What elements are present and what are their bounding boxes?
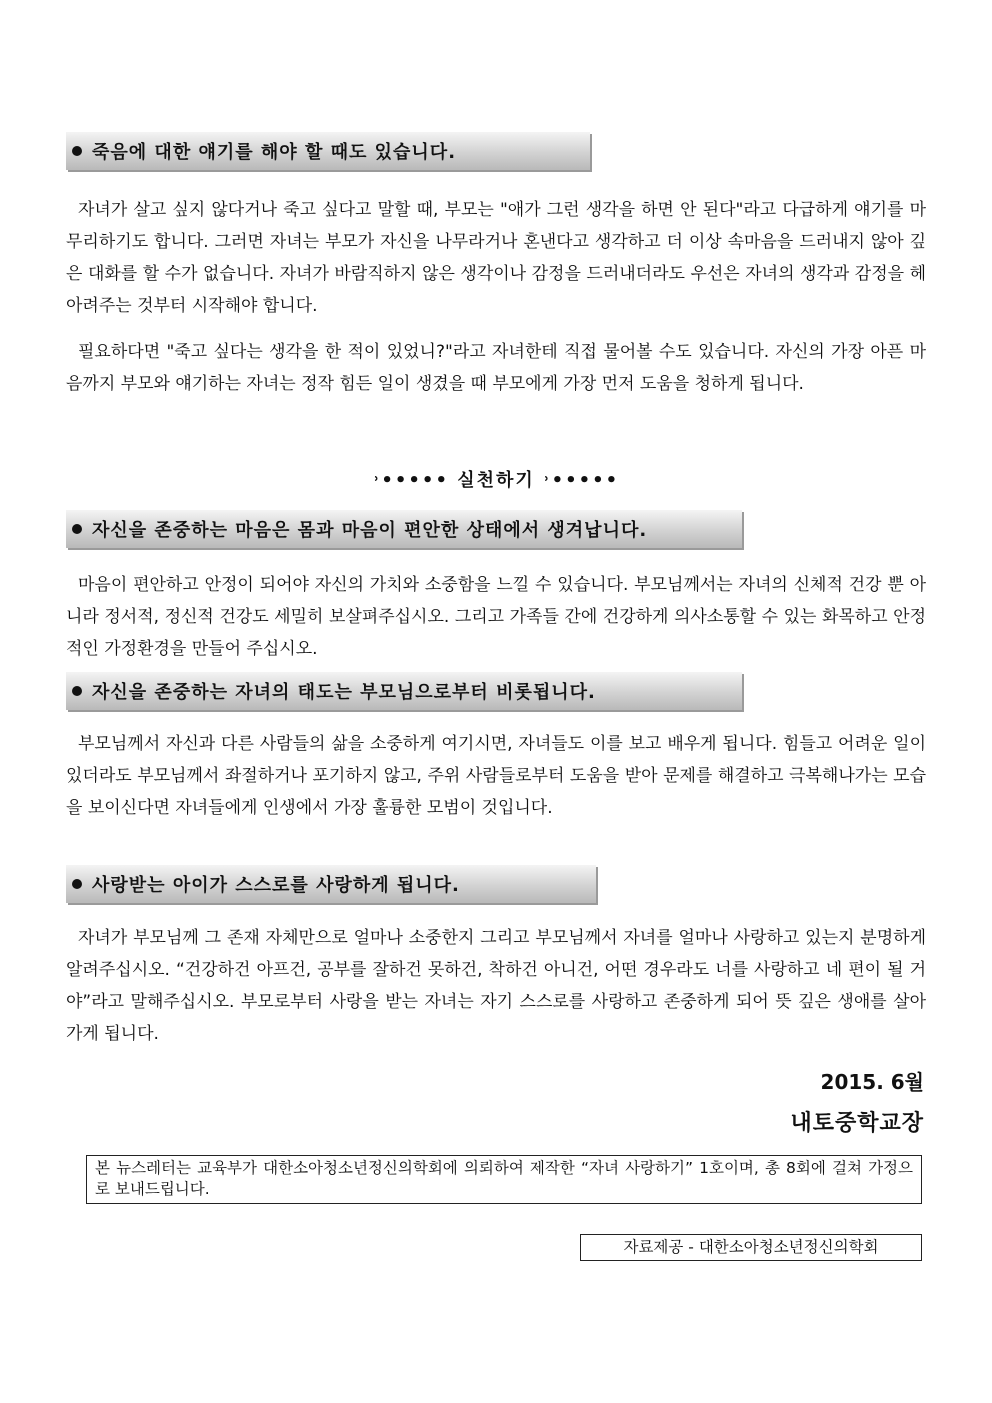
paragraph-loved-child: 자녀가 부모님께 그 존재 자체만으로 얼마나 소중한지 그리고 부모님께서 자녀를 얼마나 사랑하고 있는지 분명하게 알려주십시오. “건강하건 아프건, 공부를 잘하건 못하건, 착하건 아니건, 어떤 경우라도 너를 사랑하고 네 편이 될 거야”라고 말해주십시오. 부모로부터 사랑을 받는 자녀는 자기 스스로를 사랑하고 존중하게 되어 뜻 깊은 생애를 살아가게 됩니다.: [66, 928, 926, 1044]
newsletter-notice-box: 본 뉴스레터는 교육부가 대한소아청소년정신의학회에 의뢰하여 제작한 “자녀 사랑하기” 1호이며, 총 8회에 걸쳐 가정으로 보내드립니다.: [86, 1155, 922, 1204]
bullet-icon: [72, 879, 82, 889]
bullet-icon: [72, 686, 82, 696]
section-heading-self-respect-attitude: [66, 672, 742, 710]
school-signature: 내토중학교장: [790, 1111, 924, 1136]
section-heading-text: 자신을 존중하는 마음은 몸과 마음이 편안한 상태에서 생겨납니다.: [92, 520, 648, 541]
section-heading-self-respect-mind: [66, 510, 742, 548]
bullet-icon: [72, 524, 82, 534]
paragraph-self-respect-attitude: 부모님께서 자신과 다른 사람들의 삶을 소중하게 여기시면, 자녀들도 이를 보고 배우게 됩니다. 힘들고 어려운 일이 있더라도 부모님께서 좌절하거나 포기하지 않고, 주위 사람들로부터 도움을 받아 문제를 해결하고 극복해나가는 모습을 보이신다면 자녀들에게 인생에서 가장 훌륭한 모범이 것입니다.: [66, 734, 926, 818]
paragraph-death-talk-2: 필요하다면 "죽고 싶다는 생각을 한 적이 있었니?"라고 자녀한테 직접 물어볼 수도 있습니다. 자신의 가장 아픈 마음까지 부모와 얘기하는 자녀는 정작 힘든 일이 생겼을 때 부모에게 가장 먼저 도움을 청하게 됩니다.: [66, 342, 926, 394]
paragraph-death-talk-1: 자녀가 살고 싶지 않다거나 죽고 싶다고 말할 때, 부모는 "애가 그런 생각을 하면 안 된다"라고 다급하게 얘기를 마무리하기도 합니다. 그러면 자녀는 부모가 자신을 나무라거나 혼낸다고 생각하고 더 이상 속마음을 드러내지 않아 깊은 대화를 할 수가 없습니다. 자녀가 바람직하지 않은 생각이나 감정을 드러내더라도 우선은 자녀의 생각과 감정을 헤아려주는 것부터 시작해야 합니다.: [66, 200, 926, 316]
section-heading-text: 죽음에 대한 얘기를 해야 할 때도 있습니다.: [92, 142, 457, 163]
bullet-icon: [72, 146, 82, 156]
source-credit-box: 자료제공 - 대한소아청소년정신의학회: [580, 1234, 922, 1261]
practice-title: ˒••••• 실천하기 ˒•••••: [372, 470, 620, 491]
section-heading-text: 사랑받는 아이가 스스로를 사랑하게 됩니다.: [92, 875, 460, 896]
section-heading-text: 자신을 존중하는 자녀의 태도는 부모님으로부터 비롯됩니다.: [92, 682, 596, 703]
issue-date: 2015. 6월: [820, 1070, 924, 1094]
section-heading-loved-child: [66, 865, 596, 903]
paragraph-self-respect-mind: 마음이 편안하고 안정이 되어야 자신의 가치와 소중함을 느낄 수 있습니다. 부모님께서는 자녀의 신체적 건강 뿐 아니라 정서적, 정신적 건강도 세밀히 보살펴주십시오. 그리고 가족들 간에 건강하게 의사소통할 수 있는 화목하고 안정적인 가정환경을 만들어 주십시오.: [66, 575, 926, 659]
section-heading-death-talk: [66, 132, 590, 170]
